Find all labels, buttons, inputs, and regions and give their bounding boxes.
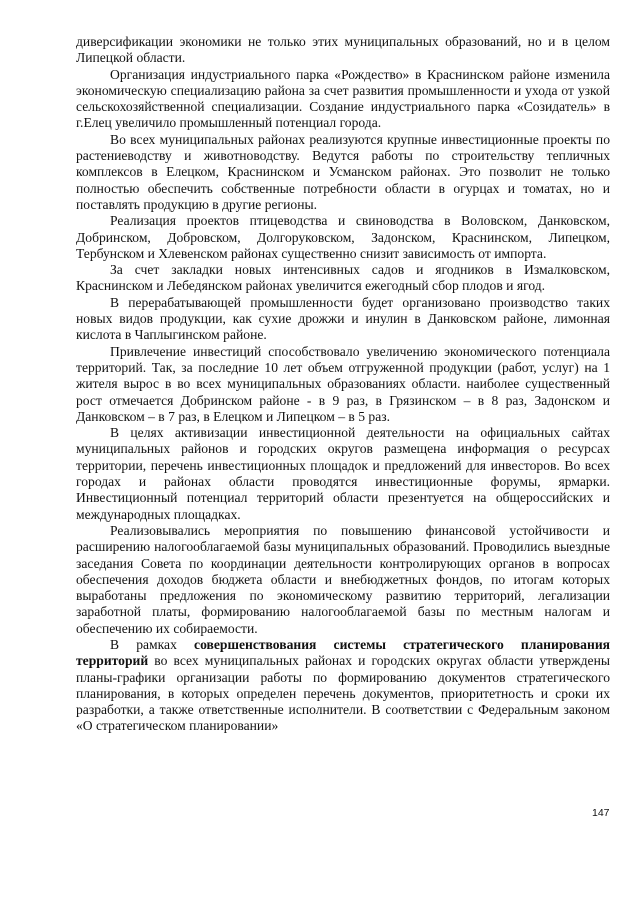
paragraph-2: Организация индустриального парка «Рождество» в Краснинском районе изменила экономическую специализацию района за счет развития промышленности и ухода от узкой сельскохозяйственной специализации. Создание индустриального парка «Созидатель» в г.Елец увеличило промышленный потенциал города. [76,66,610,131]
paragraph-7: Привлечение инвестиций способствовало увеличению экономического потенциала территорий. Так, за последние 10 лет объем отгруженной продукции (работ, услуг) на 1 жителя вырос в во всех муниципальных образованиях области. наиболее существенный рост отмечается Добринском районе - в 9 раз, в Грязинском – в 8 раз, Задонском и Данковском – в 7 раз, в Елецком и Липецком – в 5 раз. [76,343,610,424]
paragraph-10 [76,637,610,735]
paragraph-3: Во всех муниципальных районах реализуются крупные инвестиционные проекты по растениеводству и животноводству. Ведутся работы по строительству тепличных комплексов в Елецком, Краснинском и Усманском районах. Это позволит не только полностью обеспечить собственные потребности области в огурцах и томатах, но и поставлять продукцию в другие регионы. [76,131,610,212]
paragraph-4: Реализация проектов птицеводства и свиноводства в Воловском, Данковском, Добринском, Добровском, Долгоруковском, Задонском, Краснинском, Липецком, Тербунском и Хлевенском районах существенно снизит зависимость от импорта. [76,213,610,261]
document-page [76,34,610,735]
page-number: 147 [592,807,610,819]
paragraph-10-bold-phrase: совершенствования системы стратегического планирования [194,636,611,652]
paragraph-8: В целях активизации инвестиционной деятельности на официальных сайтах муниципальных районов и городских округов размещена информация о ресурсах территории, перечень инвестиционных площадок и предложений для инвесторов. Во всех городах и районах области проводятся инвестиционные форумы, ярмарки. Инвестиционный потенциал территорий области презентуется на общероссийских и международных площадках. [76,425,610,522]
paragraph-10-lead: В рамках [110,636,195,652]
paragraph-10-bold-word: территорий [76,653,149,669]
paragraph-10-rest: во всех муниципальных районах и городских округах области утверждены планы-графики организации работы по формированию документов стратегического планирования, в которых определен перечень документов, приоритетность и сроки их разработки, а также ответственные исполнители. В соответствии с Федеральным законом «О стратегическом планировании» [76,653,610,734]
paragraph-6: В перерабатывающей промышленности будет организовано производство таких новых видов продукции, как сухие дрожжи и инулин в Данковском районе, лимонная кислота в Чаплыгинском районе. [76,294,610,343]
paragraph-5: За счет закладки новых интенсивных садов и ягодников в Измалковском, Краснинском и Лебедянском районах увеличится ежегодный сбор плодов и ягод. [76,262,610,294]
paragraph-1: диверсификации экономики не только этих муниципальных образований, но и в целом Липецкой области. [76,34,610,66]
paragraph-9: Реализовывались мероприятия по повышению финансовой устойчивости и расширению налогооблагаемой базы муниципальных образований. Проводились выездные заседания Совета по координации деятельности контролирующих органов в вопросах обеспечения доходов бюджета области и внебюджетных фондов, по итогам которых выработаны предложения по экономическому развитию территорий, легализации заработной платы, формированию налогооблагаемой базы по местным налогам и обеспечению их собираемости. [76,522,610,636]
